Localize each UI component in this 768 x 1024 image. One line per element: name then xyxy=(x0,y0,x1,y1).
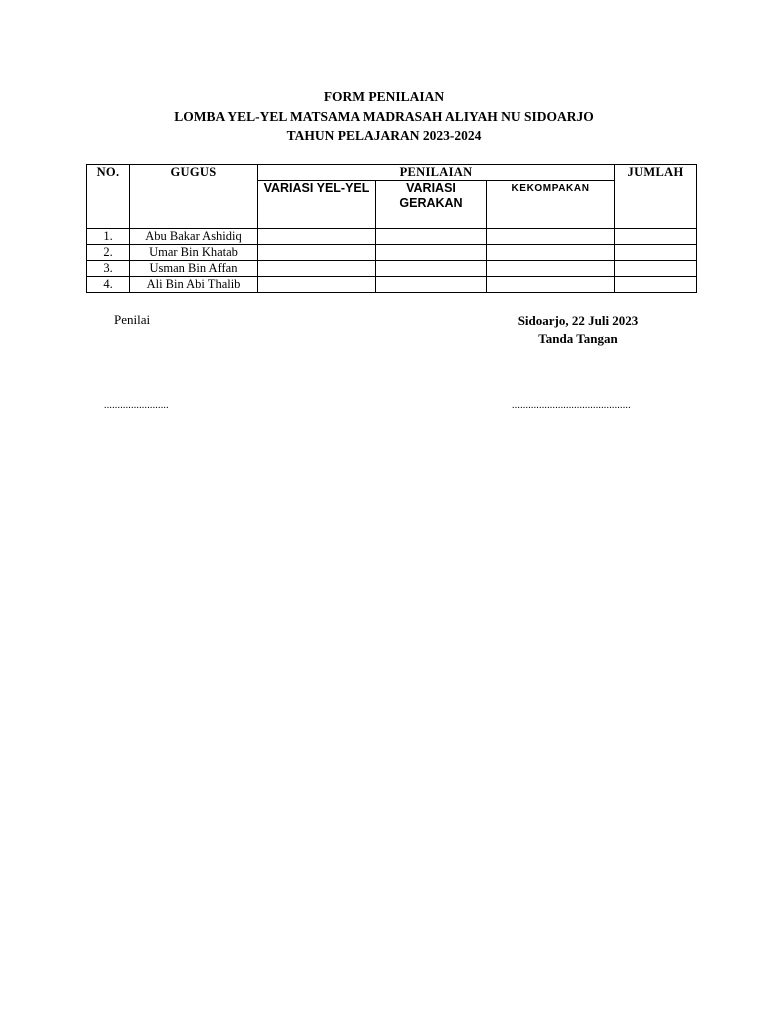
score-variasi-yel-yel[interactable] xyxy=(258,261,376,277)
score-variasi-yel-yel[interactable] xyxy=(258,229,376,245)
row-no: 2. xyxy=(87,245,130,261)
header-gugus: GUGUS xyxy=(130,165,258,229)
row-gugus: Ali Bin Abi Thalib xyxy=(130,277,258,293)
table-row xyxy=(87,261,697,277)
score-kekompakan[interactable] xyxy=(487,245,615,261)
table-row xyxy=(87,229,697,245)
table-header-row xyxy=(87,165,697,181)
score-variasi-yel-yel[interactable] xyxy=(258,245,376,261)
row-no: 1. xyxy=(87,229,130,245)
row-gugus: Usman Bin Affan xyxy=(130,261,258,277)
assessor-name-line[interactable]: ........................ xyxy=(104,400,169,411)
row-gugus: Umar Bin Khatab xyxy=(130,245,258,261)
score-variasi-gerakan[interactable] xyxy=(376,261,487,277)
assessment-table xyxy=(86,164,697,293)
score-variasi-gerakan[interactable] xyxy=(376,245,487,261)
table-row xyxy=(87,277,697,293)
score-jumlah[interactable] xyxy=(615,261,697,277)
score-kekompakan[interactable] xyxy=(487,277,615,293)
score-jumlah[interactable] xyxy=(615,229,697,245)
table-row xyxy=(87,245,697,261)
score-jumlah[interactable] xyxy=(615,245,697,261)
signature-line[interactable]: ............................................ xyxy=(512,400,631,411)
header-kekompakan: KEKOMPAKAN xyxy=(487,181,615,229)
header-no: NO. xyxy=(87,165,130,229)
signature-label: Tanda Tangan xyxy=(538,331,618,346)
assessor-label: Penilai xyxy=(114,312,151,327)
score-variasi-gerakan[interactable] xyxy=(376,277,487,293)
row-gugus: Abu Bakar Ashidiq xyxy=(130,229,258,245)
header-penilaian: PENILAIAN xyxy=(258,165,615,181)
academic-year-title: TAHUN PELAJARAN 2023-2024 xyxy=(286,128,482,143)
score-variasi-yel-yel[interactable] xyxy=(258,277,376,293)
header-variasi-gerakan: VARIASI GERAKAN xyxy=(376,181,487,229)
form-title: FORM PENILAIAN xyxy=(323,89,445,104)
signature-block xyxy=(498,312,658,348)
score-kekompakan[interactable] xyxy=(487,261,615,277)
header-variasi-yel-yel: VARIASI YEL-YEL xyxy=(258,181,376,229)
score-variasi-gerakan[interactable] xyxy=(376,229,487,245)
place-date: Sidoarjo, 22 Juli 2023 xyxy=(517,313,639,328)
row-no: 3. xyxy=(87,261,130,277)
header-jumlah: JUMLAH xyxy=(615,165,697,229)
score-jumlah[interactable] xyxy=(615,277,697,293)
competition-title: LOMBA YEL-YEL MATSAMA MADRASAH ALIYAH NU SIDOARJO xyxy=(174,109,594,124)
row-no: 4. xyxy=(87,277,130,293)
score-kekompakan[interactable] xyxy=(487,229,615,245)
